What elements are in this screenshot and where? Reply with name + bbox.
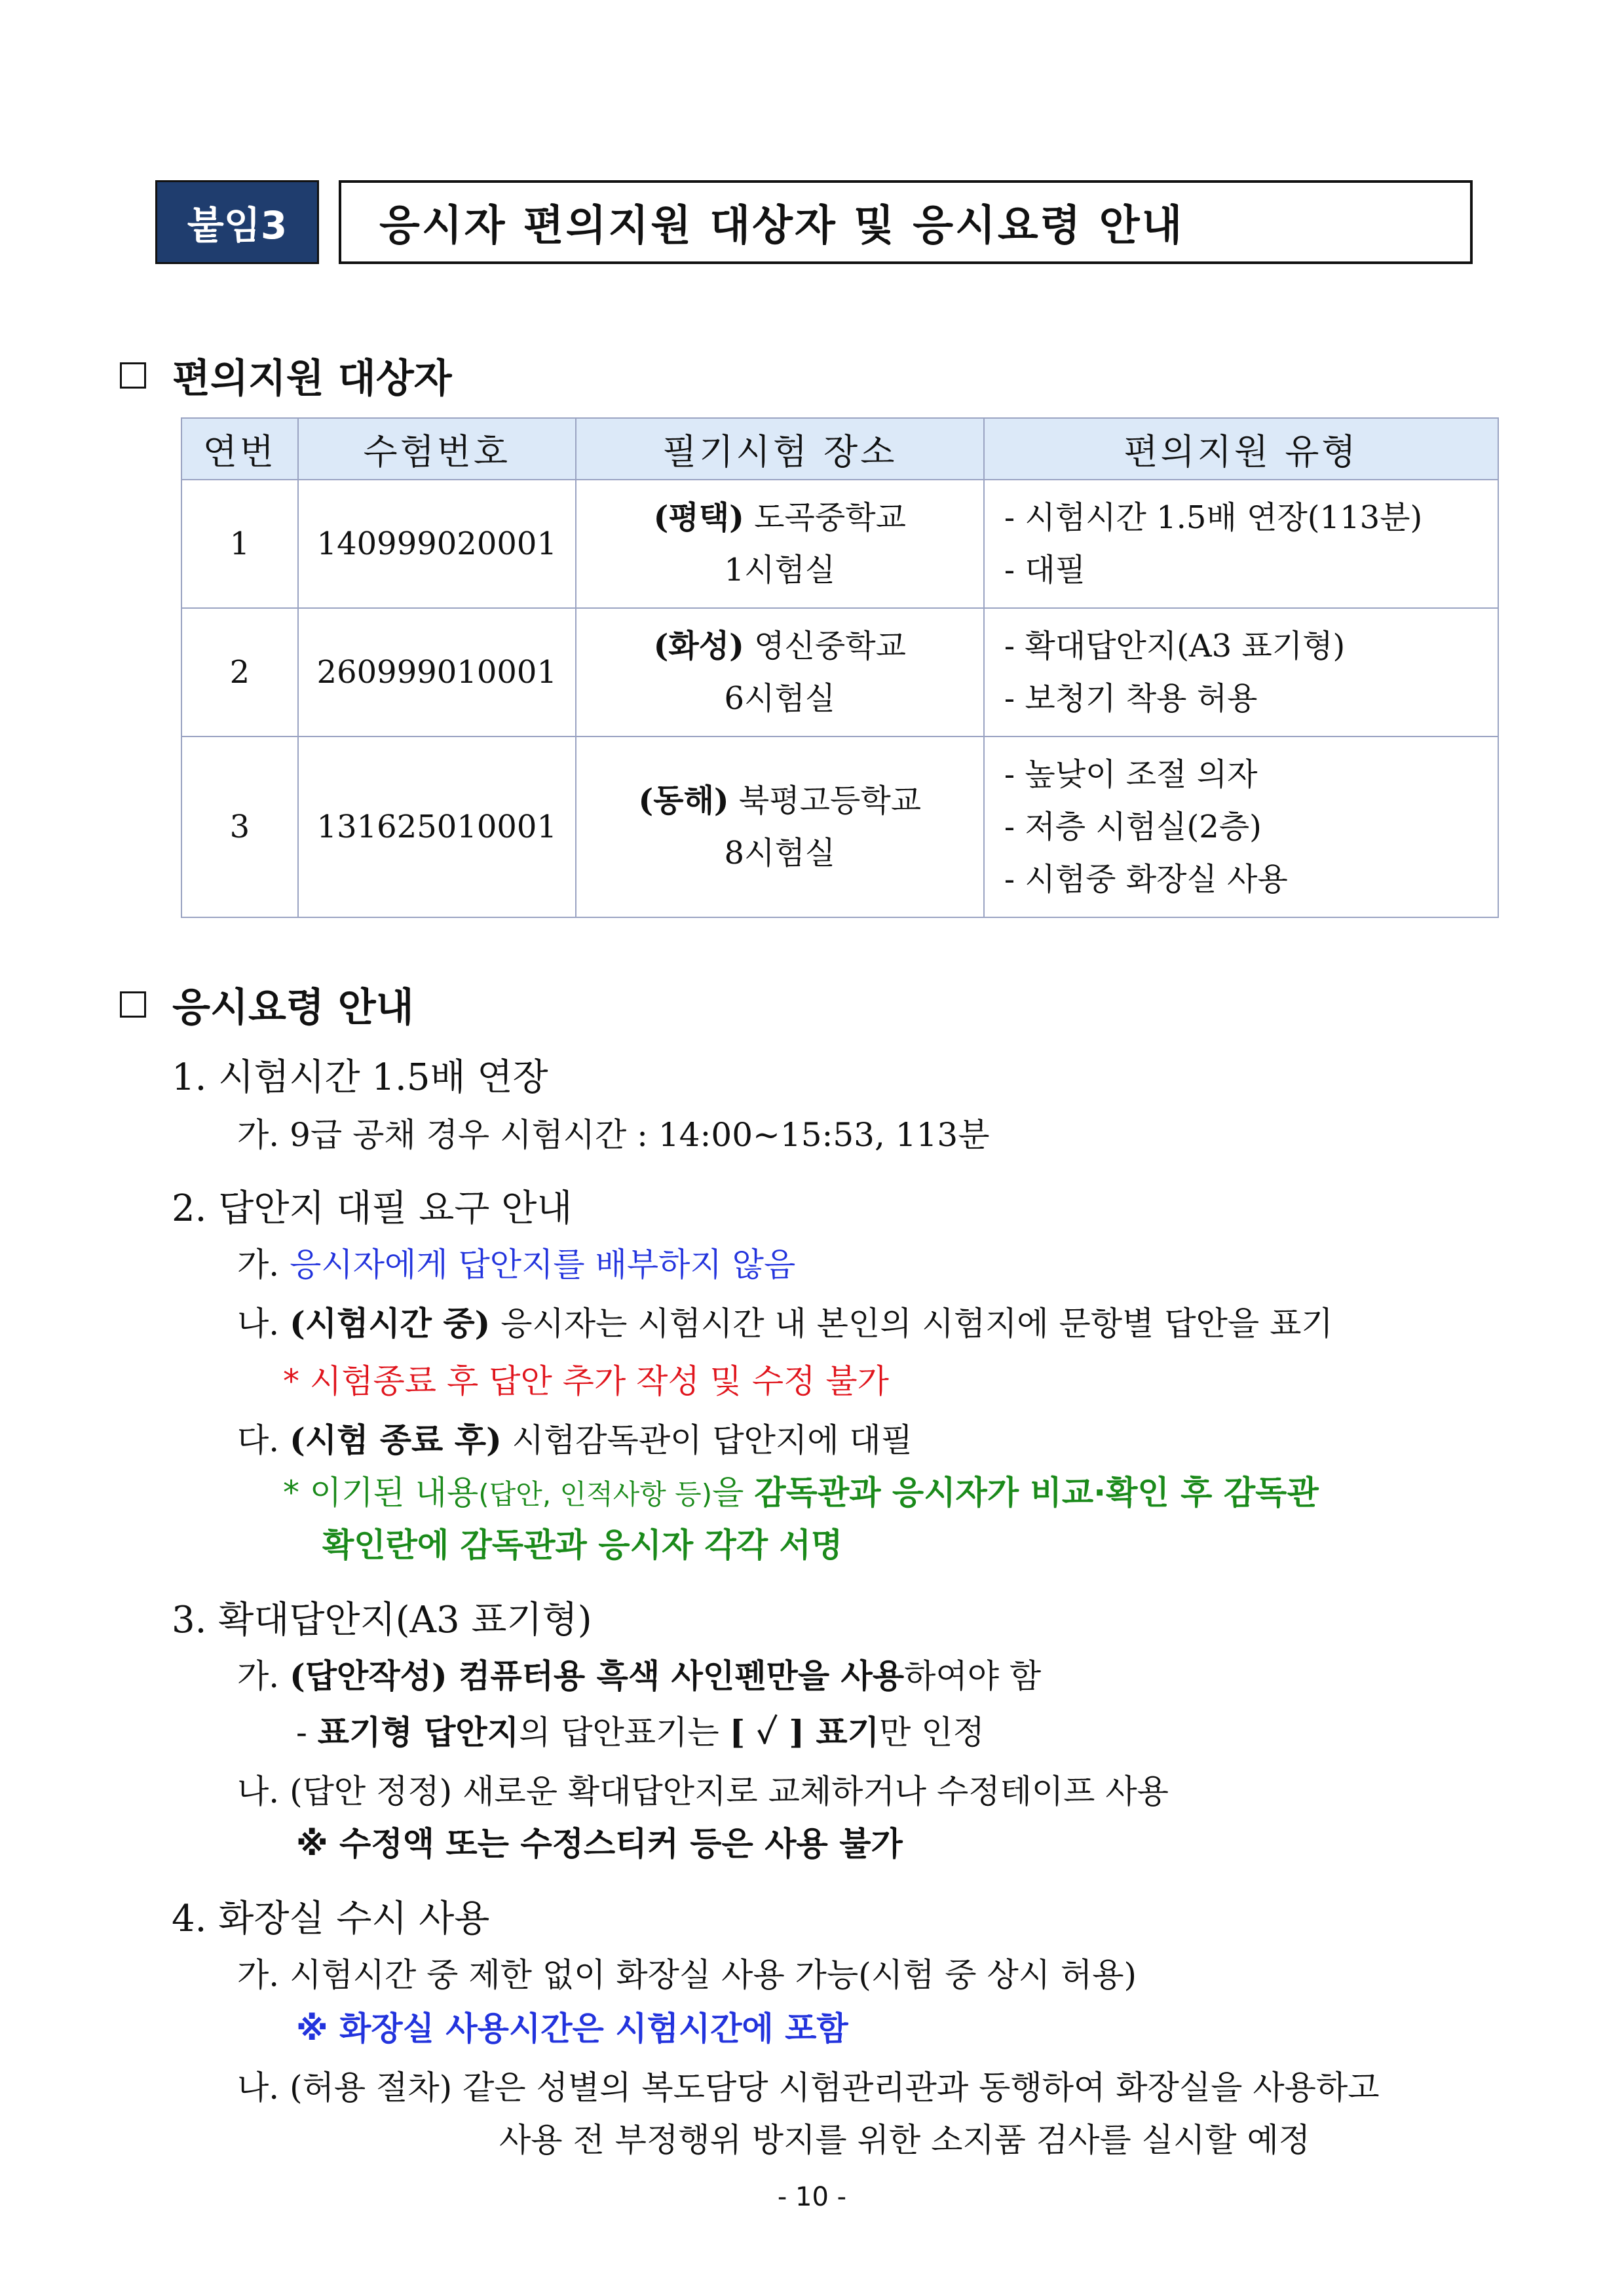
cell-location [576, 737, 984, 917]
table-header-row [181, 418, 1498, 480]
cell-type [984, 480, 1498, 608]
item2-c-note-small: (답안, 인적사항 등) [478, 1478, 713, 1510]
cell-exam-no: 131625010001 [298, 737, 576, 917]
item2-c-paren: (시험 종료 후) [290, 1421, 502, 1459]
item3-heading: 3. 확대답안지(A3 표기형) [172, 1599, 592, 1641]
item4-a-note: ※ 화장실 사용시간은 시험시간에 포함 [296, 2010, 848, 2048]
cell-no: 2 [181, 608, 298, 737]
cell-exam-no: 140999020001 [298, 480, 576, 608]
cell-region: (동해) [638, 782, 729, 819]
cell-type-line: - 보청기 착용 허용 [1004, 680, 1258, 717]
item4-b: 나. (허용 절차) 같은 성별의 복도담당 시험관리관과 동행하여 화장실을 사용하고 [237, 2069, 1380, 2107]
cell-region: (평택) [653, 499, 744, 536]
cell-region: (화성) [653, 628, 744, 664]
page-title: 응시자 편의지원 대상자 및 응시요령 안내 [339, 180, 1473, 264]
cell-school: 영신중학교 [754, 628, 906, 664]
col-header-location: 필기시험 장소 [576, 418, 984, 480]
cell-room: 1시험실 [724, 552, 836, 588]
item3-a-bold: (답안작성) 컴퓨터용 흑색 사인펜만을 사용 [290, 1656, 905, 1695]
col-header-no: 연번 [181, 418, 298, 480]
cell-room: 6시험실 [724, 680, 836, 717]
page-number: - 10 - [777, 2182, 847, 2212]
item3-a-prefix: 가. [237, 1657, 290, 1695]
cell-no: 3 [181, 737, 298, 917]
item2-c-note [283, 1466, 1319, 1514]
item2-b-paren: (시험시간 중) [290, 1304, 491, 1343]
cell-location [576, 480, 984, 608]
cell-type-line: - 대필 [1004, 552, 1086, 588]
item2-c-note-bold: 감독관과 응시자가 비교·확인 후 감독관 [754, 1474, 1319, 1512]
item2-c-note-a: * 이기된 내용 [283, 1474, 479, 1512]
item3-a-sub-mid: 의 답안표기는 [519, 1713, 730, 1751]
item4-a: 가. 시험시간 중 제한 없이 화장실 사용 가능(시험 중 상시 허용) [237, 1956, 1137, 1994]
item2-b-text: 응시자는 시험시간 내 본인의 시험지에 문항별 답안을 표기 [490, 1305, 1333, 1343]
cell-type [984, 737, 1498, 917]
checkbox-icon [120, 991, 146, 1018]
item2-c-note-2: 확인란에 감독관과 응시자 각각 서명 [322, 1526, 843, 1564]
item3-b-note: ※ 수정액 또는 수정스티커 등은 사용 불가 [296, 1825, 903, 1863]
cell-school: 북평고등학교 [738, 782, 922, 819]
support-table [181, 417, 1499, 918]
section-heading-support [120, 347, 452, 404]
section-title: 응시요령 안내 [172, 985, 414, 1031]
item2-c-text: 시험감독관이 답안지에 대필 [501, 1421, 913, 1459]
cell-type-line: - 높낮이 조절 의자 [1004, 756, 1258, 793]
cell-type-line: - 저층 시험실(2층) [1004, 809, 1262, 845]
cell-no: 1 [181, 480, 298, 608]
item2-a-prefix: 가. [237, 1246, 290, 1284]
item2-b-prefix: 나. [237, 1305, 290, 1343]
item3-a-sub-bold2: [ ✓ ] 표기 [729, 1713, 879, 1751]
item4-heading: 4. 화장실 수시 사용 [172, 1898, 490, 1940]
cell-type-line: - 시험중 화장실 사용 [1004, 861, 1288, 898]
item1-a: 가. 9급 공채 경우 시험시간 : 14:00~15:53, 113분 [237, 1116, 990, 1154]
cell-type-line: - 확대답안지(A3 표기형) [1004, 628, 1346, 664]
col-header-exam-no: 수험번호 [298, 418, 576, 480]
cell-type [984, 608, 1498, 737]
item2-a-text: 응시자에게 답안지를 배부하지 않음 [290, 1246, 796, 1284]
cell-school: 도곡중학교 [754, 499, 906, 536]
table-row [181, 608, 1498, 737]
table-row [181, 480, 1498, 608]
item3-a-rest: 하여야 함 [904, 1657, 1042, 1695]
table-row [181, 737, 1498, 917]
item2-b-note: * 시험종료 후 답안 추가 작성 및 수정 불가 [283, 1362, 889, 1400]
col-header-type: 편의지원 유형 [984, 418, 1498, 480]
checkbox-icon [120, 362, 146, 389]
item4-b-cont: 사용 전 부정행위 방지를 위한 소지품 검사를 실시할 예정 [499, 2121, 1311, 2159]
cell-room: 8시험실 [724, 835, 836, 871]
cell-type-line: - 시험시간 1.5배 연장(113분) [1004, 499, 1423, 536]
section-heading-guide [120, 976, 414, 1033]
item2-c [237, 1414, 913, 1461]
item2-a [237, 1238, 795, 1286]
item3-a-sub-end: 만 인정 [879, 1713, 985, 1751]
attachment-tag: 붙임3 [155, 180, 319, 264]
item2-b [237, 1297, 1333, 1345]
item2-heading: 2. 답안지 대필 요구 안내 [172, 1187, 573, 1230]
section-title: 편의지원 대상자 [172, 356, 452, 402]
cell-exam-no: 260999010001 [298, 608, 576, 737]
item1-heading: 1. 시험시간 1.5배 연장 [172, 1056, 548, 1099]
item2-c-prefix: 다. [237, 1421, 290, 1459]
item3-b: 나. (답안 정정) 새로운 확대답안지로 교체하거나 수정테이프 사용 [237, 1772, 1169, 1810]
item3-a-sub-bold1: 표기형 답안지 [317, 1713, 519, 1751]
item2-c-note-b: 을 [712, 1474, 755, 1512]
item3-a-sub [296, 1706, 985, 1753]
item3-a [237, 1650, 1041, 1697]
item3-a-sub-dash: - [296, 1713, 318, 1751]
cell-location [576, 608, 984, 737]
